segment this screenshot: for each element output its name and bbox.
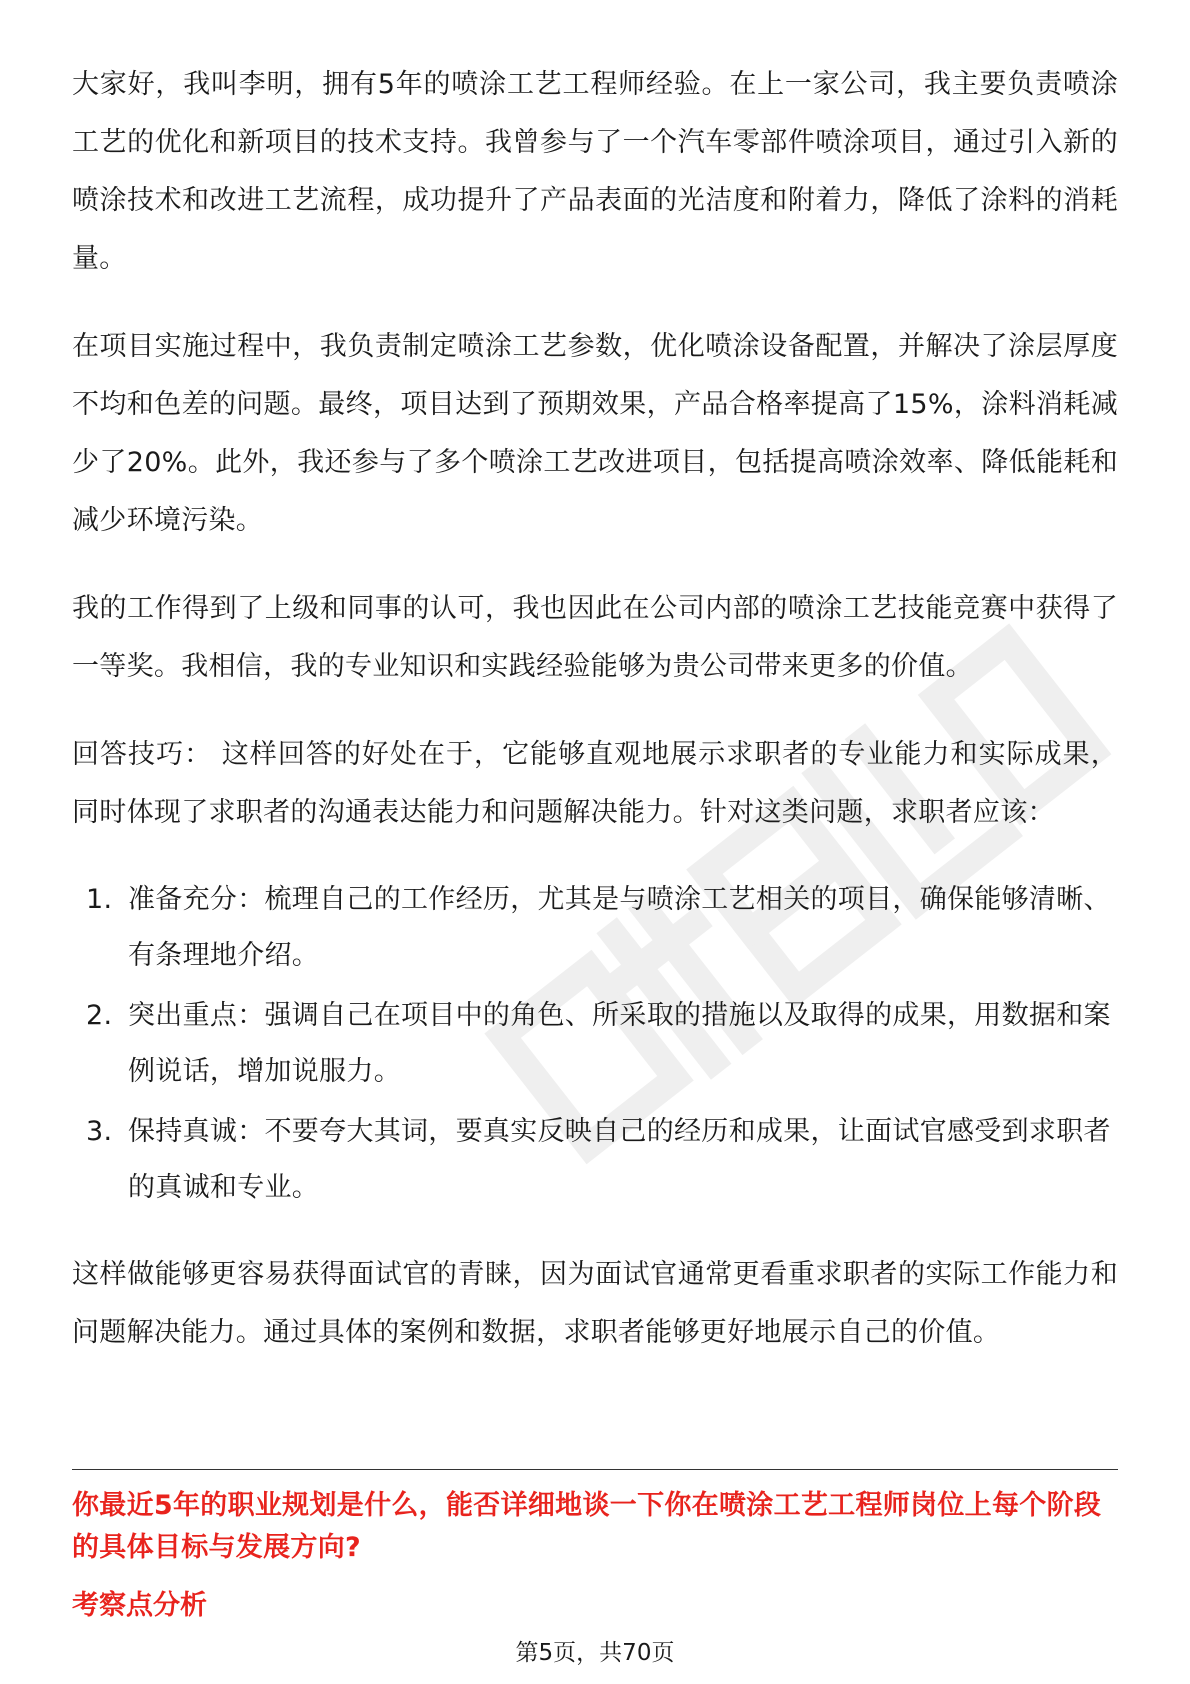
paragraph-project: 在项目实施过程中，我负责制定喷涂工艺参数，优化喷涂设备配置，并解决了涂层厚度不均和色差的问题。最终，项目达到了预期效果，产品合格率提高了15%，涂料消耗减少了20%。此外，我还参与了多个喷涂工艺改进项目，包括提高喷涂效率、降低能耗和减少环境污染。: [72, 331, 1118, 536]
list-number: 3.: [86, 1116, 113, 1147]
paragraph-closing: 这样做能够更容易获得面试官的青睐，因为面试官通常更看重求职者的实际工作能力和问题解决能力。通过具体的案例和数据，求职者能够更好地展示自己的价值。: [72, 1259, 1118, 1348]
page-content: [72, 56, 1118, 1392]
list-item: [72, 872, 1118, 984]
list-number: 1.: [86, 884, 113, 915]
tips-list: [72, 872, 1118, 1216]
paragraph-intro: 大家好，我叫李明，拥有5年的喷涂工艺工程师经验。在上一家公司，我主要负责喷涂工艺的优化和新项目的技术支持。我曾参与了一个汽车零部件喷涂项目，通过引入新的喷涂技术和改进工艺流程，成功提升了产品表面的光洁度和附着力，降低了涂料的消耗量。: [72, 69, 1118, 274]
paragraph-answer-tips: 回答技巧： 这样回答的好处在于，它能够直观地展示求职者的专业能力和实际成果，同时体现了求职者的沟通表达能力和问题解决能力。针对这类问题，求职者应该：: [72, 739, 1118, 828]
list-text: 突出重点：强调自己在项目中的角色、所采取的措施以及取得的成果，用数据和案例说话，增加说服力。: [128, 1000, 1111, 1087]
next-question-heading: 你最近5年的职业规划是什么，能否详细地谈一下你在喷涂工艺工程师岗位上每个阶段的具体目标与发展方向?: [72, 1490, 1102, 1563]
section-divider: [72, 1469, 1118, 1470]
list-text: 准备充分：梳理自己的工作经历，尤其是与喷涂工艺相关的项目，确保能够清晰、有条理地介绍。: [128, 884, 1111, 971]
page-number-footer: 第5页，共70页: [515, 1640, 675, 1666]
analysis-section-title: 考察点分析: [72, 1590, 207, 1621]
paragraph-recognition: 我的工作得到了上级和同事的认可，我也因此在公司内部的喷涂工艺技能竞赛中获得了一等奖。我相信，我的专业知识和实践经验能够为贵公司带来更多的价值。: [72, 593, 1118, 682]
list-number: 2.: [86, 1000, 113, 1031]
list-item: [72, 1104, 1118, 1216]
list-item: [72, 988, 1118, 1100]
list-text: 保持真诚：不要夸大其词，要真实反映自己的经历和成果，让面试官感受到求职者的真诚和专业。: [128, 1116, 1111, 1203]
